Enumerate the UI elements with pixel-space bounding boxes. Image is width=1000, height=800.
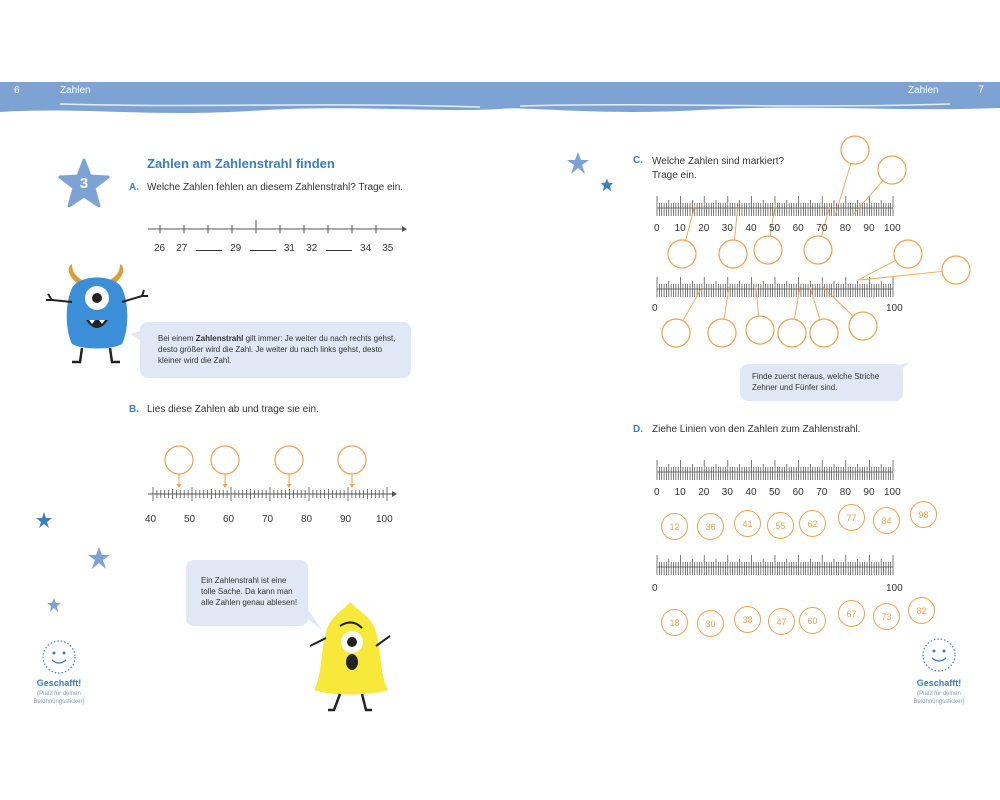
- exercise-number: 3: [79, 175, 89, 192]
- number-line-a: [140, 218, 410, 242]
- star-icon: [47, 598, 61, 612]
- star-icon: [601, 179, 613, 191]
- star-icon: [567, 152, 589, 174]
- ruler-label: 30: [721, 487, 733, 498]
- star-icon: [88, 547, 110, 569]
- arrow-head: [177, 484, 182, 488]
- number-bubble[interactable]: 41: [734, 510, 761, 537]
- ruler-label: 10: [674, 223, 686, 234]
- section-c-instruction: Welche Zahlen sind markiert? Trage ein.: [652, 156, 785, 181]
- ruler-label: 70: [816, 487, 828, 498]
- a-blank-input[interactable]: [196, 250, 222, 251]
- arrow-head: [350, 484, 355, 488]
- b-label: 90: [340, 514, 352, 525]
- a-blank-input[interactable]: [250, 250, 276, 251]
- answer-circle[interactable]: [894, 240, 922, 268]
- ruler-label: 20: [698, 223, 710, 234]
- info-bubble-text: [158, 333, 403, 366]
- answer-circle[interactable]: [668, 240, 696, 268]
- answer-circle[interactable]: [778, 319, 806, 347]
- answer-circle[interactable]: [810, 319, 838, 347]
- header-banner: [0, 82, 1000, 118]
- answer-circle[interactable]: [338, 446, 366, 474]
- answer-circle[interactable]: [719, 240, 747, 268]
- ruler-label: 10: [674, 487, 686, 498]
- a-num: 26: [154, 243, 166, 254]
- b-label: 50: [184, 514, 196, 525]
- ruler-label: 60: [792, 487, 804, 498]
- ruler-label: 90: [863, 223, 875, 234]
- section-a-instruction: Welche Zahlen fehlen an diesem Zahlenstrahl? Trage ein.: [147, 182, 404, 193]
- d-number-bubbles: [640, 500, 980, 640]
- number-bubble[interactable]: 38: [734, 606, 761, 633]
- number-line-b-labels: [140, 514, 405, 528]
- number-bubble[interactable]: 67: [838, 600, 865, 627]
- sticker-placeholder-text: (Platz für deinen Belohnungssticker): [33, 691, 85, 705]
- ruler-label: 20: [698, 487, 710, 498]
- bubble-pointer: [896, 362, 910, 376]
- number-bubble[interactable]: 18: [661, 609, 688, 636]
- answer-circle[interactable]: [708, 319, 736, 347]
- d2-label-start: 0: [652, 583, 658, 594]
- ruler-label: 100: [884, 487, 901, 498]
- leader-line: [724, 287, 729, 319]
- left-page-title: Zahlen: [60, 85, 91, 96]
- smiley-sticker-icon: [921, 637, 957, 673]
- number-bubble[interactable]: 30: [697, 610, 724, 637]
- number-bubble[interactable]: 82: [908, 597, 935, 624]
- number-bubble[interactable]: 62: [799, 510, 826, 537]
- number-bubble[interactable]: 47: [768, 608, 795, 635]
- a-num: 27: [176, 243, 188, 254]
- ruler-label: 0: [654, 223, 660, 234]
- section-d-instruction: Ziehe Linien von den Zahlen zum Zahlenstrahl.: [652, 424, 861, 435]
- section-d-letter: D.: [633, 424, 643, 435]
- ruler-label: 50: [769, 223, 781, 234]
- number-bubble[interactable]: 84: [873, 507, 900, 534]
- b-label: 100: [376, 514, 393, 525]
- bubble-pointer: [130, 330, 144, 344]
- b-label: 40: [145, 514, 157, 525]
- section-a-letter: A.: [129, 182, 139, 193]
- bubble1-bold: Zahlenstrahl: [195, 334, 244, 343]
- ruler-label: 30: [721, 223, 733, 234]
- ruler-label: 100: [884, 223, 901, 234]
- c2-label-start: 0: [652, 303, 658, 314]
- arrow-head: [223, 484, 228, 488]
- a-num: 35: [382, 243, 394, 254]
- number-bubble[interactable]: 60: [799, 607, 826, 634]
- bubble1-rest: gilt immer: Je weiter du nach rechts gehst, desto größer wird die Zahl. Je weiter du nach links gehst, desto kleiner wird die Zahl.: [158, 334, 396, 365]
- star-icon: [36, 512, 52, 528]
- answer-circle[interactable]: [849, 312, 877, 340]
- a-num: 29: [230, 243, 242, 254]
- right-page-title: Zahlen: [908, 85, 939, 96]
- number-lines-c: [640, 130, 980, 352]
- b-label: 80: [301, 514, 313, 525]
- info-bubble2-text: Ein Zahlenstrahl ist eine tolle Sache. Da kann man alle Zahlen genau ablesen!: [201, 576, 298, 607]
- ruler-label: 80: [839, 223, 851, 234]
- smiley-sticker-icon: [41, 639, 77, 675]
- bubble1-prefix: Bei einem: [158, 334, 196, 343]
- yellow-monster-illustration: [300, 598, 400, 716]
- d2-label-end: 100: [886, 583, 903, 594]
- ruler-label: 40: [745, 487, 757, 498]
- right-page-number: 7: [978, 84, 985, 96]
- hint-text: Finde zuerst heraus, welche Striche Zehner und Fünfer sind.: [752, 372, 880, 392]
- section-b-instruction: Lies diese Zahlen ab und trage sie ein.: [147, 404, 319, 415]
- ruler-label: 40: [745, 223, 757, 234]
- number-bubble[interactable]: 77: [838, 504, 865, 531]
- section-b-letter: B.: [129, 404, 139, 415]
- number-bubble[interactable]: 12: [661, 513, 688, 540]
- number-bubble[interactable]: 55: [767, 512, 794, 539]
- page-title: Zahlen am Zahlenstrahl finden: [147, 156, 335, 171]
- ruler-label: 50: [769, 487, 781, 498]
- b-label: 70: [262, 514, 274, 525]
- leader-line: [852, 181, 883, 216]
- c2-label-end: 100: [886, 303, 903, 314]
- b-label: 60: [223, 514, 235, 525]
- a-num: 34: [359, 243, 372, 254]
- answer-circle[interactable]: [211, 446, 239, 474]
- ruler-label: 0: [654, 487, 660, 498]
- geschafft-title: Geschafft!: [916, 678, 962, 688]
- left-page-number: 6: [14, 85, 20, 96]
- section-c-letter: C.: [633, 155, 643, 166]
- answer-circle[interactable]: [878, 156, 906, 184]
- blue-monster-illustration: [42, 262, 154, 372]
- leader-line: [794, 287, 800, 319]
- geschafft-title: Geschafft!: [36, 678, 82, 688]
- arrow-head: [287, 484, 292, 488]
- ruler-label: 90: [863, 487, 875, 498]
- sticker-placeholder-text: (Platz für deinen Belohnungssticker): [913, 691, 965, 705]
- number-line-a-labels: [154, 243, 393, 254]
- number-line-b: [140, 440, 405, 510]
- answer-circle[interactable]: [662, 319, 690, 347]
- ruler-label: 70: [816, 223, 828, 234]
- c-labels: [640, 223, 980, 237]
- a-blank-input[interactable]: [326, 250, 352, 251]
- answer-circle[interactable]: [746, 316, 774, 344]
- number-bubble[interactable]: 98: [910, 501, 937, 528]
- answer-circle[interactable]: [275, 446, 303, 474]
- a-num: 32: [306, 243, 318, 254]
- answer-circle[interactable]: [165, 446, 193, 474]
- a-num: 31: [283, 243, 295, 254]
- d-labels: [640, 487, 980, 501]
- answer-circle[interactable]: [804, 236, 832, 264]
- answer-circle[interactable]: [754, 236, 782, 264]
- ruler-label: 80: [839, 487, 851, 498]
- answer-circle[interactable]: [841, 136, 869, 164]
- answer-circle[interactable]: [942, 256, 970, 284]
- number-bubble[interactable]: 36: [697, 513, 724, 540]
- number-bubble[interactable]: 73: [873, 603, 900, 630]
- ruler-label: 60: [792, 223, 804, 234]
